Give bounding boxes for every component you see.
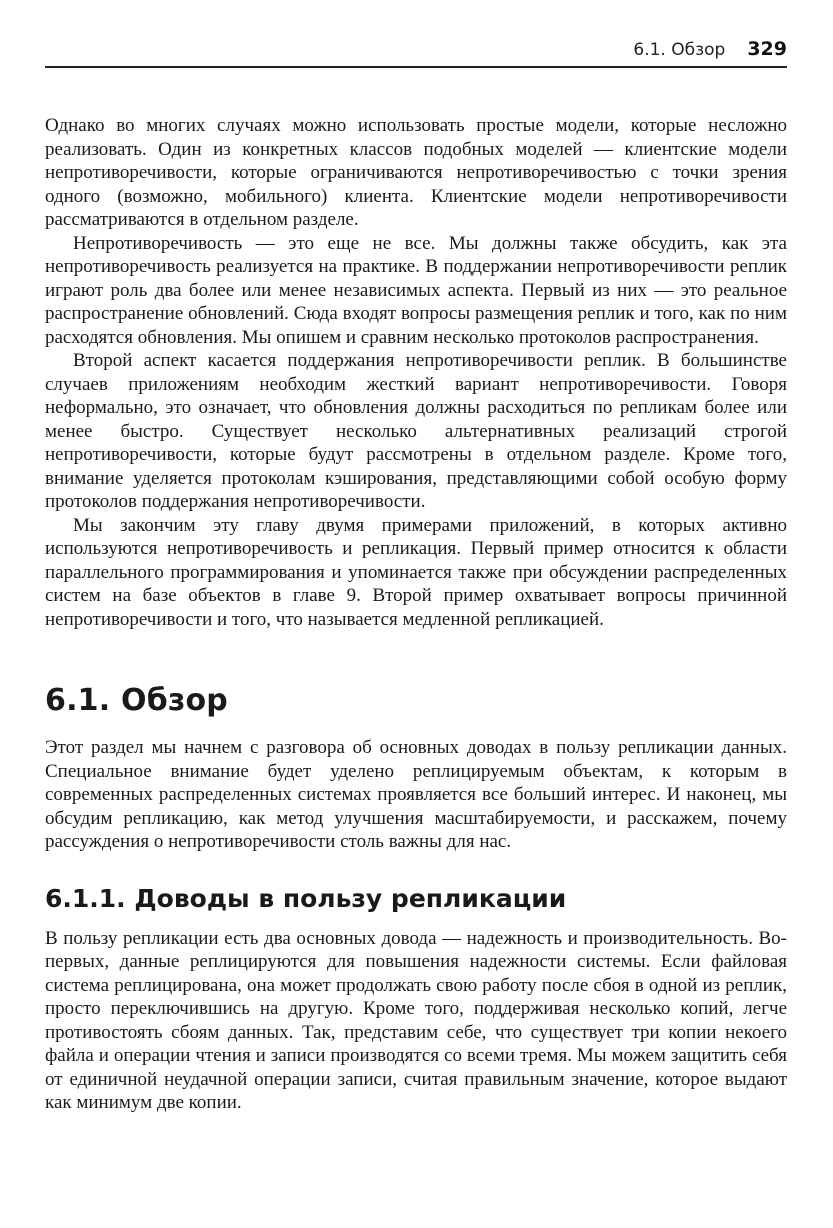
- running-title: 6.1. Обзор: [633, 40, 726, 60]
- intro-paragraph-2: Непротиворечивость — это еще не все. Мы должны также обсудить, как эта непротиворечивость реализуется на практике. В поддержании непротиворечивости реплик играют роль два более или менее независимых аспекта. Первый из них — это реальное распространение обновлений. Сюда входят вопросы размещения реплик и того, как по ним расходятся обновления. Мы опишем и сравним несколько протоколов распространения.: [45, 232, 787, 348]
- running-header: [633, 38, 787, 60]
- page-number: 329: [747, 38, 787, 60]
- section-paragraph-1: Этот раздел мы начнем с разговора об основных доводах в пользу репликации данных. Специальное внимание будет уделено реплицируемым объектам, к которым в современных распределенных системах проявляется все больший интерес. И наконец, мы обсудим репликацию, как метод улучшения масштабируемости, и расскажем, почему рассуждения о непротиворечивости столь важны для нас.: [45, 737, 787, 852]
- intro-paragraph-4: Мы закончим эту главу двумя примерами приложений, в которых активно используются непротиворечивость и репликация. Первый пример относится к области параллельного программирования и упоминается также при обсуждении распределенных систем на базе объектов в главе 9. Второй пример охватывает вопросы причинной непротиворечивости и того, что называется медленной репликацией.: [45, 514, 787, 630]
- intro-paragraph-3: Второй аспект касается поддержания непротиворечивости реплик. В большинстве случаев приложениям необходим жесткий вариант непротиворечивости. Говоря неформально, это означает, что обновления должны расходиться по репликам более или менее быстро. Существует несколько альтернативных реализаций строгой непротиворечивости, которые будут рассмотрены в отдельном разделе. Кроме того, внимание уделяется протоколам кэширования, представляющими собой особую форму протоколов поддержания непротиворечивости.: [45, 350, 787, 512]
- intro-paragraph-1: Однако во многих случаях можно использовать простые модели, которые несложно реализовать. Один из конкретных классов подобных моделей — клиентские модели непротиворечивости, которые ограничиваются непротиворечивостью с точки зрения одного (возможно, мобильного) клиента. Клиентские модели непротиворечивости рассматриваются в отдельном разделе.: [45, 115, 787, 230]
- header-divider: [45, 66, 787, 68]
- section-heading: 6.1. Обзор: [45, 683, 228, 718]
- subsection-paragraph-1: В пользу репликации есть два основных довода — надежность и производительность. Во-первых, данные реплицируются для повышения надежности системы. Если файловая система реплицирована, она может продолжать свою работу после сбоя в одной из реплик, просто переключившись на другую. Кроме того, поддерживая несколько копий, легче противостоять сбоям данных. Так, представим себе, что существует три копии некоего файла и операции чтения и записи производятся со всеми тремя. Мы можем защитить себя от единичной неудачной операции записи, считая правильным значение, которое выдают как минимум две копии.: [45, 927, 787, 1113]
- subsection-heading: 6.1.1. Доводы в пользу репликации: [45, 883, 567, 913]
- body-text: [45, 114, 787, 1115]
